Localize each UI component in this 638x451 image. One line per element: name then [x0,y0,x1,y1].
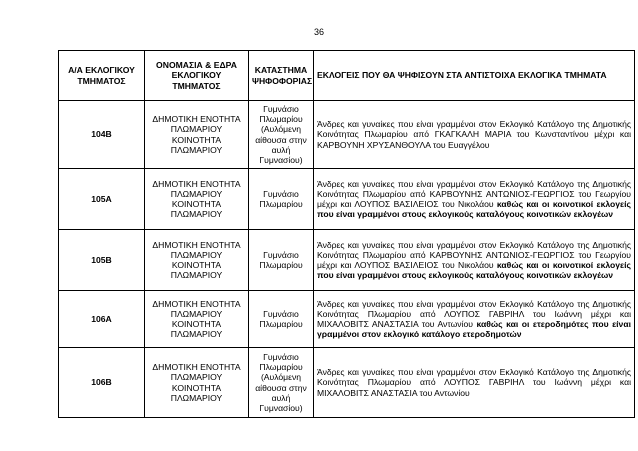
section-code: 105Β [59,230,145,291]
voters-description [314,291,635,348]
voters-text: Άνδρες και γυναίκες που είναι γραμμένοι στον Εκλογικό Κατάλογο της Δημοτικής Κοινότητας Πλωμαρίου από ΚΑΡΒΟΥΝΗΣ ΑΝΤΩΝΙΟΣ-ΓΕΩΡΓΙΟΣ του Γεωργίου μέχρι και ΛΟΥΠΟΣ ΒΑΣΙΛΕΙΟΣ του Νικολάου [317,239,631,270]
header-station: ΚΑΤΑΣΤΗΜΑ ΨΗΦΟΦΟΡΙΑΣ [249,51,314,101]
voters-bold-text: καθώς και οι κοινοτικοί εκλογείς που είναι γραμμένοι στους εκλογικούς καταλόγους κοινοτικών εκλογέων [317,199,631,220]
voters-bold-text: καθώς και οι κοινοτικοί εκλογείς που είναι γραμμένοι στους εκλογικούς καταλόγους κοινοτικών εκλογέων [317,260,631,281]
table-row [59,169,635,230]
polling-station: Γυμνάσιο Πλωμαρίου [249,169,314,230]
section-code: 105Α [59,169,145,230]
section-unit: ΔΗΜΟΤΙΚΗ ΕΝΟΤΗΤΑ ΠΛΩΜΑΡΙΟΥ ΚΟΙΝΟΤΗΤΑ ΠΛΩΜΑΡΙΟΥ [145,169,249,230]
voters-text: Άνδρες και γυναίκες που είναι γραμμένοι στον Εκλογικό Κατάλογο της Δημοτικής Κοινότητας Πλωμαρίου από ΛΟΥΠΟΣ ΓΑΒΡΙΗΛ του Ιωάννη μέχρι και ΜΙΧΑΛΟΒΙΤΣ ΑΝΑΣΤΑΣΙΑ του Αντωνίου [317,367,631,398]
section-unit: ΔΗΜΟΤΙΚΗ ΕΝΟΤΗΤΑ ΠΛΩΜΑΡΙΟΥ ΚΟΙΝΟΤΗΤΑ ΠΛΩΜΑΡΙΟΥ [145,101,249,169]
voters-bold-text: καθώς και οι ετεροδημότες που είναι γραμμένοι στον εκλογικό κατάλογο ετεροδημοτών [317,319,631,340]
page-number: 36 [313,27,324,37]
polling-station: Γυμνάσιο Πλωμαρίου [249,291,314,348]
table-row [59,230,635,291]
voters-description [314,230,635,291]
table-row [59,291,635,348]
polling-station: Γυμνάσιο Πλωμαρίου (Αυλόμενη αίθουσα στην αυλή Γυμνασίου) [249,348,314,418]
voters-text: Άνδρες και γυναίκες που είναι γραμμένοι στον Εκλογικό Κατάλογο της Δημοτικής Κοινότητας Πλωμαρίου από ΓΚΑΓΚΑΛΗ ΜΑΡΙΑ του Κωνσταντίνου μέχρι και ΚΑΡΒΟΥΝΗ ΧΡΥΣΑΝΘΟΥΛΑ του Ευαγγέλου [317,119,631,150]
voters-text: Άνδρες και γυναίκες που είναι γραμμένοι στον Εκλογικό Κατάλογο της Δημοτικής Κοινότητας Πλωμαρίου από ΚΑΡΒΟΥΝΗΣ ΑΝΤΩΝΙΟΣ-ΓΕΩΡΓΙΟΣ του Γεωργίου μέχρι και ΛΟΥΠΟΣ ΒΑΣΙΛΕΙΟΣ του Νικολάου [317,178,631,209]
header-unit: ΟΝΟΜΑΣΙΑ & ΕΔΡΑ ΕΚΛΟΓΙΚΟΥ ΤΜΗΜΑΤΟΣ [145,51,249,101]
section-code: 106Β [59,348,145,418]
section-unit: ΔΗΜΟΤΙΚΗ ΕΝΟΤΗΤΑ ΠΛΩΜΑΡΙΟΥ ΚΟΙΝΟΤΗΤΑ ΠΛΩΜΑΡΙΟΥ [145,230,249,291]
table-row [59,348,635,418]
section-unit: ΔΗΜΟΤΙΚΗ ΕΝΟΤΗΤΑ ΠΛΩΜΑΡΙΟΥ ΚΟΙΝΟΤΗΤΑ ΠΛΩΜΑΡΙΟΥ [145,348,249,418]
header-code: Α/Α ΕΚΛΟΓΙΚΟΥ ΤΜΗΜΑΤΟΣ [59,51,145,101]
voters-text: Άνδρες και γυναίκες που είναι γραμμένοι στον Εκλογικό Κατάλογο της Δημοτικής Κοινότητας Πλωμαρίου από ΛΟΥΠΟΣ ΓΑΒΡΙΗΛ του Ιωάννη μέχρι και ΜΙΧΑΛΟΒΙΤΣ ΑΝΑΣΤΑΣΙΑ του Αντωνίου [317,298,631,329]
polling-station: Γυμνάσιο Πλωμαρίου [249,230,314,291]
table-row [59,101,635,169]
section-code: 106Α [59,291,145,348]
voters-description [314,169,635,230]
voters-description [314,101,635,169]
table-header-row [59,51,635,101]
voters-description [314,348,635,418]
header-voters: ΕΚΛΟΓΕΙΣ ΠΟΥ ΘΑ ΨΗΦΙΣΟΥΝ ΣΤΑ ΑΝΤΙΣΤΟΙΧΑ ΕΚΛΟΓΙΚΑ ΤΜΗΜΑΤΑ [314,51,635,101]
section-code: 104Β [59,101,145,169]
polling-station: Γυμνάσιο Πλωμαρίου (Αυλόμενη αίθουσα στην αυλή Γυμνασίου) [249,101,314,169]
section-unit: ΔΗΜΟΤΙΚΗ ΕΝΟΤΗΤΑ ΠΛΩΜΑΡΙΟΥ ΚΟΙΝΟΤΗΤΑ ΠΛΩΜΑΡΙΟΥ [145,291,249,348]
polling-stations-table [58,50,635,418]
